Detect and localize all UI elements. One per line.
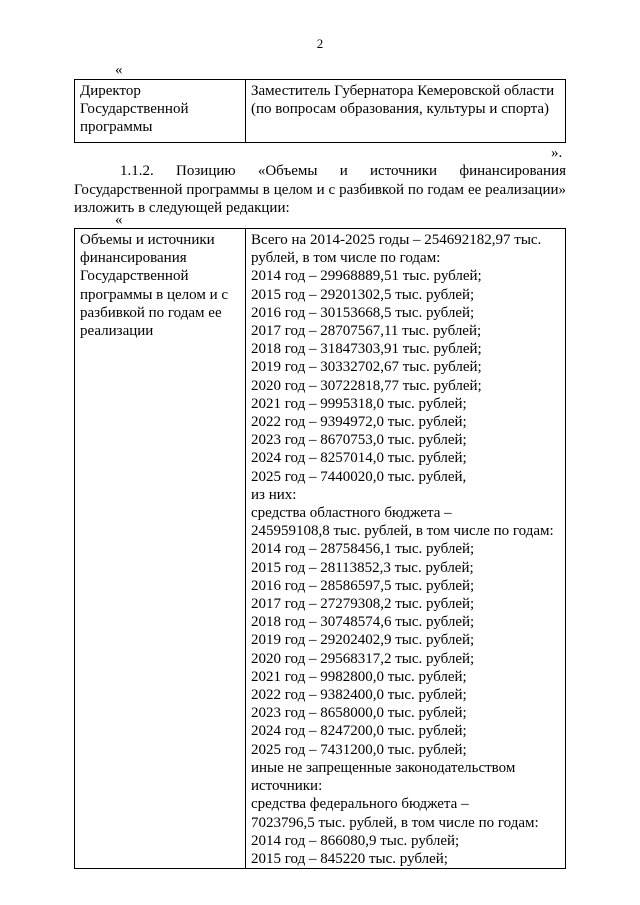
funding-line: 2014 год – 28758456,1 тыс. рублей; bbox=[251, 541, 475, 558]
funding-line: 7023796,5 тыс. рублей, в том числе по годам: bbox=[251, 814, 539, 831]
funding-line: 2018 год – 30748574,6 тыс. рублей; bbox=[251, 614, 475, 631]
funding-line: средства областного бюджета – bbox=[251, 505, 452, 522]
funding-line: 2020 год – 29568317,2 тыс. рублей; bbox=[251, 650, 475, 667]
paragraph-rest: Государственной программы в целом и с разбивкой по годам ее реализации» изложить в следующей редакции: bbox=[74, 181, 566, 216]
funding-line: 2017 год – 27279308,2 тыс. рублей; bbox=[251, 596, 475, 613]
funding-line: 2022 год – 9382400,0 тыс. рублей; bbox=[251, 687, 467, 704]
funding-line: 2014 год – 29968889,51 тыс. рублей; bbox=[251, 268, 482, 285]
responsible-table bbox=[74, 79, 566, 143]
funding-line: 2018 год – 31847303,91 тыс. рублей; bbox=[251, 341, 482, 358]
table-row bbox=[75, 80, 566, 143]
funding-line: иные не запрещенные законодательством bbox=[251, 759, 516, 776]
funding-line: 245959108,8 тыс. рублей, в том числе по годам: bbox=[251, 523, 554, 540]
funding-line: источники: bbox=[251, 778, 323, 795]
funding-line: 2020 год – 30722818,77 тыс. рублей; bbox=[251, 377, 482, 394]
funding-table bbox=[74, 228, 566, 869]
table-cell-funding-lines bbox=[246, 229, 566, 869]
table-cell-heading: Объемы и источники финансирования Государственной программы в целом и с разбивкой по годам ее реализации bbox=[75, 229, 246, 869]
funding-line: средства федерального бюджета – bbox=[251, 796, 469, 813]
funding-line: 2021 год – 9995318,0 тыс. рублей; bbox=[251, 395, 467, 412]
page-number: 2 bbox=[316, 36, 324, 51]
funding-line: 2025 год – 7431200,0 тыс. рублей; bbox=[251, 741, 467, 758]
funding-line: Всего на 2014-2025 годы – 254692182,97 тыс. bbox=[251, 232, 542, 248]
funding-line: 2016 год – 30153668,5 тыс. рублей; bbox=[251, 304, 475, 321]
funding-line: 2024 год – 8257014,0 тыс. рублей; bbox=[251, 450, 467, 467]
table-row bbox=[75, 229, 566, 869]
funding-line: 2015 год – 845220 тыс. рублей; bbox=[251, 850, 448, 867]
funding-line: 2017 год – 28707567,11 тыс. рублей; bbox=[251, 323, 482, 340]
funding-line: 2022 год – 9394972,0 тыс. рублей; bbox=[251, 414, 467, 431]
funding-line: 2019 год – 30332702,67 тыс. рублей; bbox=[251, 359, 482, 376]
funding-line: 2023 год – 8670753,0 тыс. рублей; bbox=[251, 432, 467, 449]
funding-line: 2021 год – 9982800,0 тыс. рублей; bbox=[251, 668, 467, 685]
amendment-paragraph bbox=[74, 162, 566, 218]
funding-line: 2016 год – 28586597,5 тыс. рублей; bbox=[251, 577, 475, 594]
funding-line: 2025 год – 7440020,0 тыс. рублей, bbox=[251, 468, 467, 485]
funding-line: 2024 год – 8247200,0 тыс. рублей; bbox=[251, 723, 467, 740]
table-cell-role: Директор Государственной программы bbox=[75, 80, 246, 143]
paragraph-first-line: 1.1.2. Позицию «Объемы и источники финансирования bbox=[120, 163, 566, 179]
open-quote-mark: « bbox=[115, 62, 123, 78]
funding-line: 2023 год – 8658000,0 тыс. рублей; bbox=[251, 705, 467, 722]
funding-line: 2019 год – 29202402,9 тыс. рублей; bbox=[251, 632, 475, 649]
funding-line: из них: bbox=[251, 486, 297, 503]
funding-line: 2015 год – 29201302,5 тыс. рублей; bbox=[251, 286, 475, 303]
open-quote-mark-2: « bbox=[115, 212, 123, 228]
close-quote-mark: ». bbox=[551, 145, 563, 161]
funding-line: 2014 год – 866080,9 тыс. рублей; bbox=[251, 832, 460, 849]
table-cell-official: Заместитель Губернатора Кемеровской области (по вопросам образования, культуры и спорта) bbox=[246, 80, 566, 143]
funding-line: рублей, в том числе по годам: bbox=[251, 250, 441, 267]
funding-line: 2015 год – 28113852,3 тыс. рублей; bbox=[251, 559, 474, 576]
